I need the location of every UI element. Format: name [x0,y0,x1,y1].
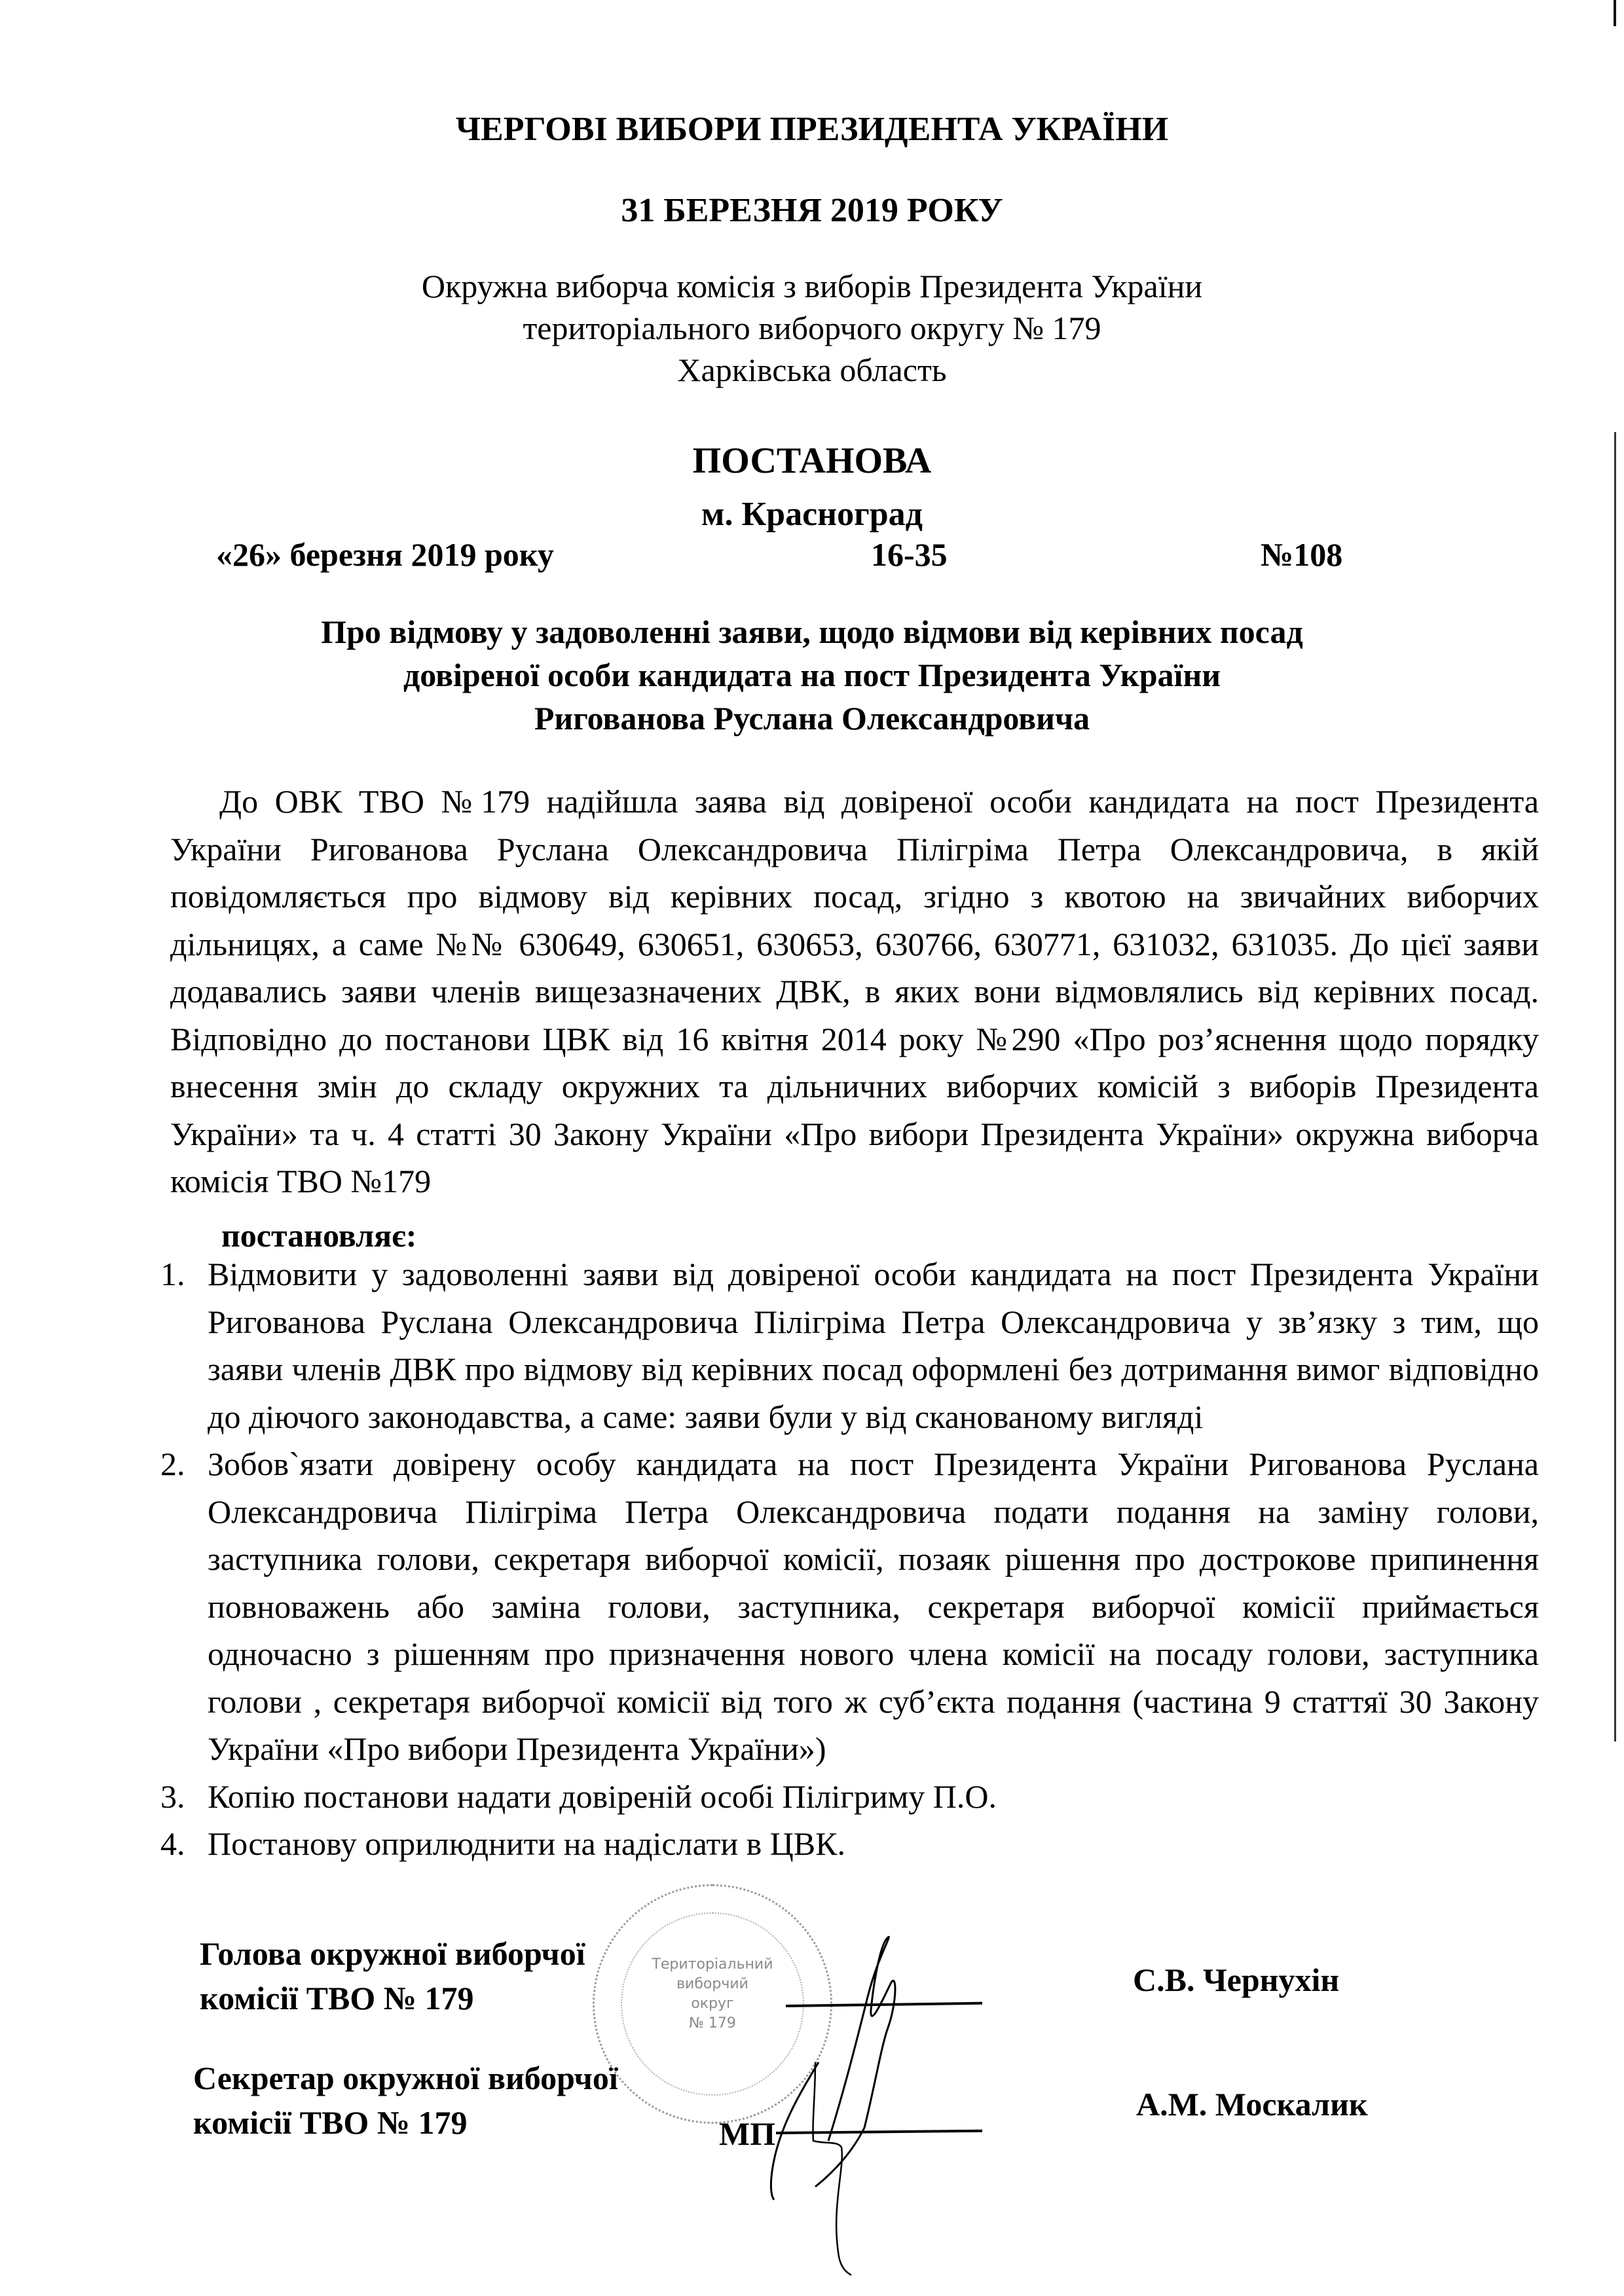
commission-name-line2: територіального виборчого округу № 179 [523,310,1101,346]
secretary-signature-label [193,2056,618,2145]
document-date: «26» березня 2019 року [216,536,554,573]
handwritten-signature-secretary [740,2056,871,2291]
subject-line2: довіреної особи кандидата на пост Президента України [403,657,1221,693]
head-label-line: комісії ТВО № 179 [200,1980,474,2016]
secretary-label-line: Секретар окружної виборчої [193,2060,618,2096]
commission-name-line1: Окружна виборча комісія з виборів Президента України [421,268,1203,304]
stamp-line: округ [691,1995,734,2012]
document-city: м. Красноград [701,496,923,533]
decision-number: 1. [160,1256,185,1292]
stamp-line: Територіальний [652,1956,773,1973]
seal-mark: МП [719,2115,776,2152]
document-time: 16-35 [871,536,948,573]
decision-item [160,1820,1539,1868]
decisions-list [160,1250,1539,1868]
stamp-line: виборчий [676,1976,748,1992]
decision-item [160,1440,1539,1773]
election-title: ЧЕРГОВІ ВИБОРИ ПРЕЗИДЕНТА УКРАЇНИ [455,111,1169,148]
head-name: С.В. Чернухін [1133,1961,1340,1998]
decision-number: 3. [160,1777,185,1815]
decision-text: Копію постанови надати довіреній особі Пілігриму П.О. [208,1777,997,1815]
scan-edge-line [1614,0,1616,26]
document-number: №108 [1261,536,1343,573]
decision-item [160,1250,1539,1440]
stamp-line: № 179 [689,2015,736,2032]
decision-text: Відмовити у задоволенні заяви від довіреної особи кандидата на пост Президента України Ригованова Руслана Олександровича Пілігріма Петра Олександровича у зв’язку з тим, що заяви членів ДВК про відмову від керівних посад оформлені без дотримання вимог відповідно до діючого законодавства, а саме: заяви були у від сканованому вигляді [208,1256,1539,1435]
resolves-label: постановляє: [221,1217,417,1254]
subject-line1: Про відмову у задоволенні заяви, щодо відмови від керівних посад [321,613,1303,650]
head-signature-label [200,1931,585,2020]
subject-line3: Ригованова Руслана Олександровича [534,700,1090,737]
election-date: 31 БЕРЕЗНЯ 2019 РОКУ [621,192,1003,229]
head-label-line: Голова окружної виборчої [200,1935,585,1972]
secretary-label-line: комісії ТВО № 179 [193,2104,468,2141]
decision-text: Зобов`язати довірену особу кандидата на пост Президента України Ригованова Руслана Олександровича Пілігріма Петра Олександровича подати подання на заміну голови, заступника голови, секретаря виборчої комісії, позаяк рішення про дострокове припинення повноважень або заміна голови, заступника, секретаря виборчої комісії приймається одночасно з рішенням про призначення нового члена комісії на посаду голови, заступника голови , секретаря виборчої комісії від того ж суб’єкта подання (частина 9 статтяї 30 Закону України «Про вибори Президента України») [208,1446,1539,1767]
decision-item [160,1773,1539,1821]
document-type: ПОСТАНОВА [692,441,932,481]
decision-number: 4. [160,1825,185,1862]
decision-number: 2. [160,1446,185,1482]
decision-text: Постанову оприлюднити на надіслати в ЦВК. [208,1825,845,1862]
body-paragraph: До ОВК ТВО №179 надійшла заява від довіреної особи кандидата на пост Президента України Ригованова Руслана Олександровича Пілігріма Петра Олександровича, в якій повідомляється про відмову від керівних посад, згідно з квотою на звичайних виборчих дільницях, а саме №№ 630649, 630651, 630653, 630766, 630771, 631032, 631035. До цієї заяви додавались заяви членів вищезазначених ДВК, в яких вони відмовлялись від керівних посад. Відповідно до постанови ЦВК від 16 квітня 2014 року №290 «Про роз’яснення щодо порядку внесення змін до складу окружних та дільничних виборчих комісій з виборів Президента України» та ч. 4 статті 30 Закону України «Про вибори Президента України» окружна виборча комісія ТВО №179 [170,783,1539,1199]
commission-region: Харківська область [677,352,947,388]
secretary-name: А.М. Москалик [1136,2086,1368,2123]
